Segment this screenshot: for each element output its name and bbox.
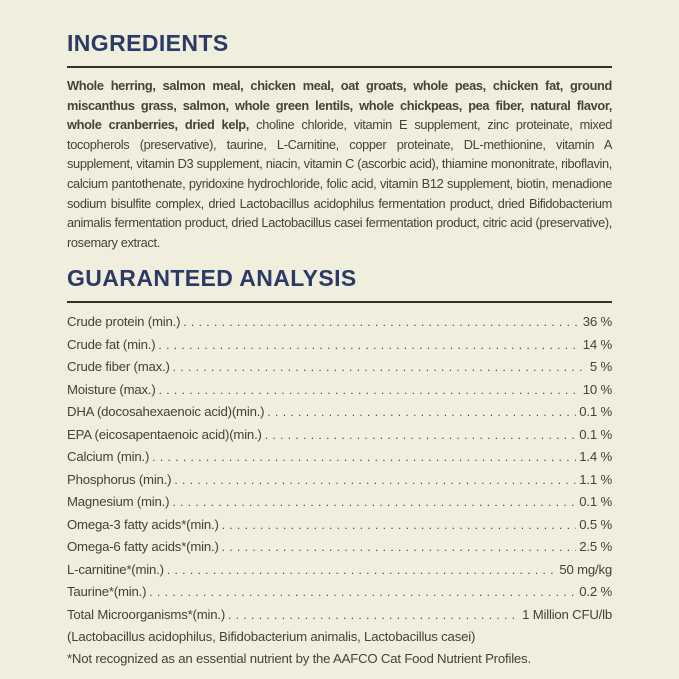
table-row (67, 401, 612, 424)
dot-leader (173, 356, 587, 379)
nutrient-value: 50 mg/kg (559, 561, 612, 577)
table-row (67, 446, 612, 469)
nutrient-label: Crude fat (min.) (67, 336, 156, 352)
nutrient-label: DHA (docosahexaenoic acid)(min.) (67, 404, 265, 420)
nutrient-label: Total Microorganisms*(min.) (67, 606, 226, 622)
analysis-divider (67, 301, 612, 303)
nutrient-value: 10 % (582, 381, 612, 397)
ingredients-secondary: choline chloride, vitamin E supplement, zinc proteinate, mixed tocopherols (preservative), taurine, L-Carnitine, copper proteinate, DL-methionine, vitamin A supplement, vitamin D3 supplement, niacin, vitamin C (ascorbic acid), thiamine mononitrate, riboflavin, calcium pantothenate, pyridoxine hydrochloride, folic acid, vitamin B12 supplement, biotin, menadione sodium bisulfite complex, dried Lactobacillus acidophilus fermentation product, dried Bifidobacterium animalis fermentation product, dried Lactobacillus casei fermentation product, citric acid (preservative), rosemary extract. (67, 117, 612, 250)
ingredients-primary: Whole herring, salmon meal, chicken meal, oat groats, whole peas, chicken fat, ground miscanthus grass, salmon, whole green lentils, whole chickpeas, pea fiber, natural flavor, whole cranberries, dried kelp, (67, 78, 612, 133)
nutrient-label: Omega-6 fatty acids*(min.) (67, 539, 219, 555)
table-row (67, 536, 612, 559)
dot-leader (265, 424, 577, 447)
table-row (67, 581, 612, 604)
nutrient-label: Omega-3 fatty acids*(min.) (67, 516, 219, 532)
nutrient-label: Phosphorus (min.) (67, 471, 172, 487)
dot-leader (159, 379, 580, 402)
ingredients-divider (67, 66, 612, 68)
ingredients-title: INGREDIENTS (67, 30, 229, 56)
dot-leader (267, 401, 576, 424)
ingredients-text (67, 76, 612, 252)
nutrient-value: 14 % (582, 336, 612, 352)
nutrient-value: 5 % (589, 359, 612, 375)
nutrient-value: 0.2 % (579, 584, 612, 600)
nutrient-label: Magnesium (min.) (67, 494, 170, 510)
ingredients-section (67, 30, 612, 252)
dot-leader (174, 469, 576, 492)
dot-leader (222, 536, 577, 559)
table-row (67, 514, 612, 537)
nutrient-label: Crude protein (min.) (67, 314, 181, 330)
table-row (67, 311, 612, 334)
nutrient-label: Moisture (max.) (67, 381, 156, 397)
microorganisms-note: (Lactobacillus acidophilus, Bifidobacterium animalis, Lactobacillus casei) (67, 629, 476, 645)
table-row (67, 334, 612, 357)
dot-leader (228, 604, 519, 627)
dot-leader (158, 334, 579, 357)
table-row (67, 559, 612, 582)
analysis-title: GUARANTEED ANALYSIS (67, 265, 357, 292)
table-row (67, 424, 612, 447)
dot-leader (167, 559, 557, 582)
dot-leader (183, 311, 579, 334)
table-row (67, 491, 612, 514)
dot-leader (152, 446, 576, 469)
nutrient-value: 1.4 % (579, 449, 612, 465)
nutrient-label: Crude fiber (max.) (67, 359, 170, 375)
nutrient-label: Calcium (min.) (67, 449, 150, 465)
guaranteed-analysis-section (67, 265, 612, 669)
nutrient-value: 0.1 % (579, 494, 612, 510)
table-row (67, 469, 612, 492)
table-row (67, 604, 612, 627)
nutrient-value: 0.5 % (579, 516, 612, 532)
nutrient-label: EPA (eicosapentaenoic acid)(min.) (67, 426, 262, 442)
analysis-table (67, 311, 612, 626)
nutrient-value: 2.5 % (579, 539, 612, 555)
nutrient-value: 1.1 % (579, 471, 612, 487)
dot-leader (172, 491, 576, 514)
nutrient-value: 1 Million CFU/lb (522, 606, 612, 622)
table-row (67, 356, 612, 379)
nutrient-value: 0.1 % (579, 426, 612, 442)
nutrient-value: 36 % (582, 314, 612, 330)
nutrient-value: 0.1 % (579, 404, 612, 420)
dot-leader (222, 514, 577, 537)
table-row (67, 379, 612, 402)
aafco-footnote: *Not recognized as an essential nutrient by the AAFCO Cat Food Nutrient Profiles. (67, 650, 531, 666)
dot-leader (149, 581, 576, 604)
nutrient-label: L-carnitine*(min.) (67, 561, 164, 577)
nutrient-label: Taurine*(min.) (67, 584, 147, 600)
